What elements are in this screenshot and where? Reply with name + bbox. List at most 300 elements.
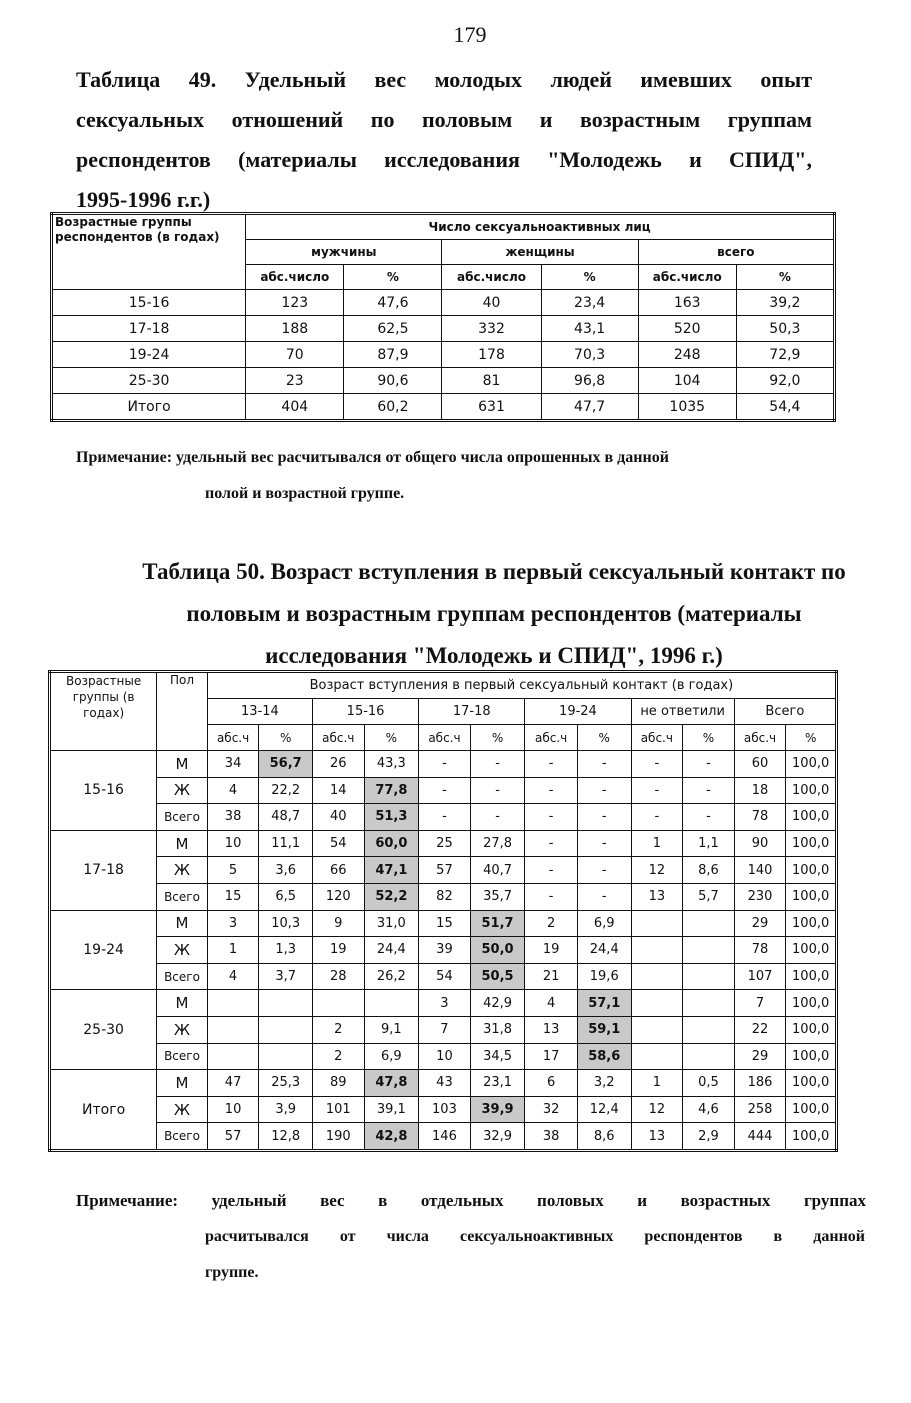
table-cell: 6 [525, 1070, 578, 1097]
table-cell: 19 [312, 937, 364, 964]
sub-header: абс.ч [312, 725, 364, 751]
age-group-cell: Итого [50, 1070, 157, 1151]
table-row [50, 990, 837, 1017]
sex-header: Пол [157, 672, 208, 751]
table-cell: 190 [312, 1123, 364, 1151]
table-cell: 81 [442, 368, 541, 394]
table-cell: 8,6 [577, 1123, 631, 1151]
highlighted-cell: 56,7 [259, 751, 313, 778]
table-cell: - [577, 804, 631, 831]
table-cell: 72,9 [736, 342, 834, 368]
table-cell: - [577, 777, 631, 804]
table-cell: 100,0 [786, 1123, 837, 1151]
table-cell: 42,9 [470, 990, 525, 1017]
table-cell: 32 [525, 1096, 578, 1123]
table-cell: 100,0 [786, 883, 837, 910]
table-cell: 3,9 [259, 1096, 313, 1123]
table-cell: - [683, 777, 735, 804]
group-header: женщины [442, 240, 638, 265]
table-cell: 12 [631, 1096, 683, 1123]
table-cell: 89 [312, 1070, 364, 1097]
table-cell: 258 [734, 1096, 786, 1123]
table-cell: 14 [312, 777, 364, 804]
table-cell: 1035 [638, 394, 736, 421]
sub-header: % [470, 725, 525, 751]
table-row [50, 1096, 837, 1123]
table-row [50, 1016, 837, 1043]
table-cell: 4 [207, 777, 259, 804]
table-cell: 19 [525, 937, 578, 964]
highlighted-cell: 51,7 [470, 910, 525, 937]
table-cell: 100,0 [786, 1043, 837, 1070]
highlighted-cell: 47,1 [364, 857, 419, 884]
table-cell: 100,0 [786, 963, 837, 990]
table-cell: - [525, 777, 578, 804]
highlighted-cell: 52,2 [364, 883, 419, 910]
sex-cell: Ж [157, 1016, 208, 1043]
table50-title-line: половым и возрастным группам респондентов (материалы [186, 601, 802, 626]
table-cell: 230 [734, 883, 786, 910]
table-cell: 163 [638, 290, 736, 316]
table-cell: 66 [312, 857, 364, 884]
table-cell: 100,0 [786, 1016, 837, 1043]
table-cell: 78 [734, 937, 786, 964]
table-cell [259, 1043, 313, 1070]
table-cell: 26 [312, 751, 364, 778]
table-cell: 39 [419, 937, 471, 964]
table-cell: 40 [442, 290, 541, 316]
table-cell: 27,8 [470, 830, 525, 857]
table-cell: 26,2 [364, 963, 419, 990]
table-row [50, 1070, 837, 1097]
table-cell: 1 [631, 1070, 683, 1097]
table-cell [631, 963, 683, 990]
table-cell: 34,5 [470, 1043, 525, 1070]
table-cell [631, 937, 683, 964]
sex-cell: М [157, 910, 208, 937]
highlighted-cell: 59,1 [577, 1016, 631, 1043]
table-cell: 24,4 [577, 937, 631, 964]
row-label: Итого [52, 394, 246, 421]
table-cell: - [525, 830, 578, 857]
table-cell: 23 [246, 368, 344, 394]
sub-header: абс.ч [631, 725, 683, 751]
table-cell: 1,3 [259, 937, 313, 964]
table49-title [76, 60, 812, 220]
sub-header: абс.число [246, 265, 344, 290]
table-cell: 54 [419, 963, 471, 990]
table-cell: 10,3 [259, 910, 313, 937]
table-row [50, 857, 837, 884]
table-cell: - [631, 777, 683, 804]
table-cell: 13 [631, 883, 683, 910]
table-row [50, 751, 837, 778]
table-row [52, 316, 835, 342]
table-cell: 100,0 [786, 910, 837, 937]
table-cell: 25,3 [259, 1070, 313, 1097]
table-cell: 29 [734, 910, 786, 937]
table-cell [683, 1016, 735, 1043]
table-cell: 38 [525, 1123, 578, 1151]
table-cell [207, 990, 259, 1017]
table-cell: 32,9 [470, 1123, 525, 1151]
age-group-cell: 19-24 [50, 910, 157, 990]
table-cell: 90,6 [344, 368, 442, 394]
sub-header: % [683, 725, 735, 751]
table-cell: 23,1 [470, 1070, 525, 1097]
table-cell [631, 910, 683, 937]
table49-note: Примечание: удельный вес расчитывался от общего числа опрошенных в данной [76, 449, 669, 466]
table-row [52, 368, 835, 394]
table-cell: 10 [207, 1096, 259, 1123]
table49-title-line: сексуальных отношений по половым и возрастным группам [76, 107, 812, 132]
sub-header: % [736, 265, 834, 290]
table-cell: - [419, 804, 471, 831]
table-cell: 2 [525, 910, 578, 937]
table-cell: 444 [734, 1123, 786, 1151]
highlighted-cell: 50,5 [470, 963, 525, 990]
table-cell: 123 [246, 290, 344, 316]
column-group-header: Число сексуальноактивных лиц [246, 214, 835, 240]
sex-cell: М [157, 830, 208, 857]
group-header: мужчины [246, 240, 442, 265]
table-cell: 40,7 [470, 857, 525, 884]
table-cell: 12 [631, 857, 683, 884]
page-number: 179 [453, 22, 487, 47]
table-cell: 47 [207, 1070, 259, 1097]
table-cell: 28 [312, 963, 364, 990]
table-cell: - [525, 751, 578, 778]
table-row [50, 910, 837, 937]
table-cell: 43 [419, 1070, 471, 1097]
table-cell [683, 1043, 735, 1070]
table-cell [683, 990, 735, 1017]
table-row [50, 1043, 837, 1070]
table-cell: 104 [638, 368, 736, 394]
table-cell: 48,7 [259, 804, 313, 831]
table-cell: 100,0 [786, 1070, 837, 1097]
table-cell: 248 [638, 342, 736, 368]
sex-cell: Всего [157, 883, 208, 910]
table-cell: 2 [312, 1043, 364, 1070]
table-cell: 188 [246, 316, 344, 342]
group-header: 17-18 [419, 699, 525, 725]
table-cell: 18 [734, 777, 786, 804]
sub-header: абс.число [638, 265, 736, 290]
table-cell: 35,7 [470, 883, 525, 910]
age-group-cell: 15-16 [50, 751, 157, 831]
table50-note-cont: расчитывался от числа сексуальноактивных респондентов в данной [205, 1228, 865, 1245]
sex-cell: Ж [157, 777, 208, 804]
table-cell: 4 [525, 990, 578, 1017]
column-group-header: Возраст вступления в первый сексуальный контакт (в годах) [207, 672, 836, 699]
table-cell: - [525, 804, 578, 831]
table50 [48, 670, 838, 1152]
group-header: 19-24 [525, 699, 631, 725]
table-cell: 631 [442, 394, 541, 421]
table-cell: 57 [419, 857, 471, 884]
table-row [52, 394, 835, 421]
table-cell: - [470, 777, 525, 804]
table-cell: 29 [734, 1043, 786, 1070]
sex-cell: М [157, 990, 208, 1017]
sex-cell: Всего [157, 1043, 208, 1070]
table-cell: - [683, 804, 735, 831]
group-header: всего [638, 240, 834, 265]
table-cell: 78 [734, 804, 786, 831]
highlighted-cell: 60,0 [364, 830, 419, 857]
table-cell [683, 910, 735, 937]
table-cell: 520 [638, 316, 736, 342]
table-cell: 186 [734, 1070, 786, 1097]
row-label: 19-24 [52, 342, 246, 368]
table-cell: 31,8 [470, 1016, 525, 1043]
table-cell: 10 [419, 1043, 471, 1070]
table-cell: 6,5 [259, 883, 313, 910]
table-cell: 25 [419, 830, 471, 857]
table-cell: - [577, 830, 631, 857]
table-cell: 34 [207, 751, 259, 778]
row-label: 15-16 [52, 290, 246, 316]
table-cell: 5,7 [683, 883, 735, 910]
table-cell: 60,2 [344, 394, 442, 421]
table-row [50, 883, 837, 910]
table-cell: 70,3 [541, 342, 638, 368]
table-cell: 3 [207, 910, 259, 937]
table-cell [207, 1016, 259, 1043]
table-cell: 15 [419, 910, 471, 937]
sub-header: % [344, 265, 442, 290]
sub-header: абс.ч [525, 725, 578, 751]
table-cell: 101 [312, 1096, 364, 1123]
table-cell: 62,5 [344, 316, 442, 342]
table-cell: 47,6 [344, 290, 442, 316]
group-header: 13-14 [207, 699, 312, 725]
group-header: Всего [734, 699, 836, 725]
table-cell: 13 [631, 1123, 683, 1151]
sex-cell: Ж [157, 937, 208, 964]
table-cell: 2,9 [683, 1123, 735, 1151]
table-cell: 70 [246, 342, 344, 368]
table-cell: 100,0 [786, 990, 837, 1017]
age-group-cell: 25-30 [50, 990, 157, 1070]
table-cell: 3,7 [259, 963, 313, 990]
table-cell: 31,0 [364, 910, 419, 937]
table-cell: 9,1 [364, 1016, 419, 1043]
table-cell: 92,0 [736, 368, 834, 394]
table-cell: 87,9 [344, 342, 442, 368]
table-cell: 23,4 [541, 290, 638, 316]
sex-cell: Ж [157, 857, 208, 884]
sex-cell: М [157, 1070, 208, 1097]
table49-note-cont: полой и возрастной группе. [205, 485, 405, 502]
table-cell: 3,2 [577, 1070, 631, 1097]
row-label: 17-18 [52, 316, 246, 342]
table-cell: 120 [312, 883, 364, 910]
highlighted-cell: 39,9 [470, 1096, 525, 1123]
table-cell: - [577, 857, 631, 884]
table-cell: 82 [419, 883, 471, 910]
table-cell: - [419, 777, 471, 804]
table-cell: 39,2 [736, 290, 834, 316]
table-cell: 43,3 [364, 751, 419, 778]
table-cell: 4 [207, 963, 259, 990]
table-cell: 17 [525, 1043, 578, 1070]
table-cell: 4,6 [683, 1096, 735, 1123]
highlighted-cell: 50,0 [470, 937, 525, 964]
table-row [50, 1123, 837, 1151]
table-cell: 24,4 [364, 937, 419, 964]
table-row [52, 290, 835, 316]
table-cell: 10 [207, 830, 259, 857]
table-cell: 8,6 [683, 857, 735, 884]
highlighted-cell: 51,3 [364, 804, 419, 831]
table-cell: 54 [312, 830, 364, 857]
table50-note: Примечание: удельный вес в отдельных половых и возрастных группах [76, 1191, 866, 1210]
table50-note-end: группе. [205, 1264, 259, 1281]
table-cell: 1,1 [683, 830, 735, 857]
sex-cell: М [157, 751, 208, 778]
table-row [50, 830, 837, 857]
age-group-header: Возрастные группы респондентов (в годах) [52, 214, 246, 290]
table-cell: 0,5 [683, 1070, 735, 1097]
table-row [50, 963, 837, 990]
table-row [50, 937, 837, 964]
table-cell: - [631, 804, 683, 831]
row-label: 25-30 [52, 368, 246, 394]
table-cell: 103 [419, 1096, 471, 1123]
table-cell: 6,9 [364, 1043, 419, 1070]
table-cell: 100,0 [786, 1096, 837, 1123]
table-cell: 2 [312, 1016, 364, 1043]
table-cell: - [577, 883, 631, 910]
table-cell: 100,0 [786, 804, 837, 831]
table-cell: 60 [734, 751, 786, 778]
table-cell: - [470, 804, 525, 831]
table-cell: 12,4 [577, 1096, 631, 1123]
table49 [50, 212, 836, 422]
table50-title [50, 551, 911, 677]
table-cell: 22,2 [259, 777, 313, 804]
highlighted-cell: 58,6 [577, 1043, 631, 1070]
table-cell: 47,7 [541, 394, 638, 421]
sex-cell: Ж [157, 1096, 208, 1123]
table-row [50, 804, 837, 831]
table-cell: 140 [734, 857, 786, 884]
table-cell: 40 [312, 804, 364, 831]
table-cell: 100,0 [786, 777, 837, 804]
table-cell: 7 [419, 1016, 471, 1043]
table-cell: 100,0 [786, 830, 837, 857]
table49-title-line: Таблица 49. Удельный вес молодых людей имевших опыт [76, 67, 812, 92]
table-cell: 54,4 [736, 394, 834, 421]
sub-header: % [364, 725, 419, 751]
table-cell: - [577, 751, 631, 778]
table-cell [631, 990, 683, 1017]
table-cell: 15 [207, 883, 259, 910]
table-cell: 7 [734, 990, 786, 1017]
age-group-header: Возрастные группы (в годах) [50, 672, 157, 751]
table-cell: 3,6 [259, 857, 313, 884]
table-cell: - [419, 751, 471, 778]
sub-header: абс.ч [419, 725, 471, 751]
table-cell: - [525, 883, 578, 910]
sub-header: абс.число [442, 265, 541, 290]
table-cell: 6,9 [577, 910, 631, 937]
sub-header: % [541, 265, 638, 290]
table-cell: 107 [734, 963, 786, 990]
table-cell: 9 [312, 910, 364, 937]
table-cell: 11,1 [259, 830, 313, 857]
table-cell: 332 [442, 316, 541, 342]
table49-title-line: респондентов (материалы исследования "Молодежь и СПИД", [76, 147, 812, 172]
table-cell: 57 [207, 1123, 259, 1151]
table50-title-line: исследования "Молодежь и СПИД", 1996 г.) [265, 643, 723, 668]
age-group-cell: 17-18 [50, 830, 157, 910]
highlighted-cell: 42,8 [364, 1123, 419, 1151]
table-cell [364, 990, 419, 1017]
highlighted-cell: 47,8 [364, 1070, 419, 1097]
table49-title-line: 1995-1996 г.г.) [76, 187, 211, 212]
table-cell: - [525, 857, 578, 884]
table-cell: 1 [631, 830, 683, 857]
sub-header: абс.ч [207, 725, 259, 751]
table-cell: 100,0 [786, 937, 837, 964]
table-cell: - [683, 751, 735, 778]
table-cell [631, 1043, 683, 1070]
sex-cell: Всего [157, 963, 208, 990]
table-cell [259, 1016, 313, 1043]
group-header: не ответили [631, 699, 734, 725]
sub-header: % [786, 725, 837, 751]
table-cell: 39,1 [364, 1096, 419, 1123]
sex-cell: Всего [157, 804, 208, 831]
table-cell: - [470, 751, 525, 778]
table-cell: 5 [207, 857, 259, 884]
table-cell: 146 [419, 1123, 471, 1151]
table-cell: 178 [442, 342, 541, 368]
table-cell: 1 [207, 937, 259, 964]
table-cell [259, 990, 313, 1017]
table-cell: 50,3 [736, 316, 834, 342]
table-row [52, 342, 835, 368]
table-cell [312, 990, 364, 1017]
table-cell: 100,0 [786, 751, 837, 778]
sex-cell: Всего [157, 1123, 208, 1151]
table-row [50, 777, 837, 804]
table-cell: 12,8 [259, 1123, 313, 1151]
table-cell: 96,8 [541, 368, 638, 394]
table-cell: 21 [525, 963, 578, 990]
table-cell [683, 963, 735, 990]
table-cell [631, 1016, 683, 1043]
table50-title-line: Таблица 50. Возраст вступления в первый сексуальный контакт по [142, 559, 846, 584]
table-cell: 13 [525, 1016, 578, 1043]
table-cell: 404 [246, 394, 344, 421]
table-cell: 38 [207, 804, 259, 831]
table-cell: 19,6 [577, 963, 631, 990]
table-cell: 3 [419, 990, 471, 1017]
table-cell: 43,1 [541, 316, 638, 342]
table-cell: 22 [734, 1016, 786, 1043]
table-cell: 90 [734, 830, 786, 857]
table-cell: 100,0 [786, 857, 837, 884]
group-header: 15-16 [312, 699, 418, 725]
table-cell: - [631, 751, 683, 778]
sub-header: % [577, 725, 631, 751]
sub-header: % [259, 725, 313, 751]
table-cell [683, 937, 735, 964]
